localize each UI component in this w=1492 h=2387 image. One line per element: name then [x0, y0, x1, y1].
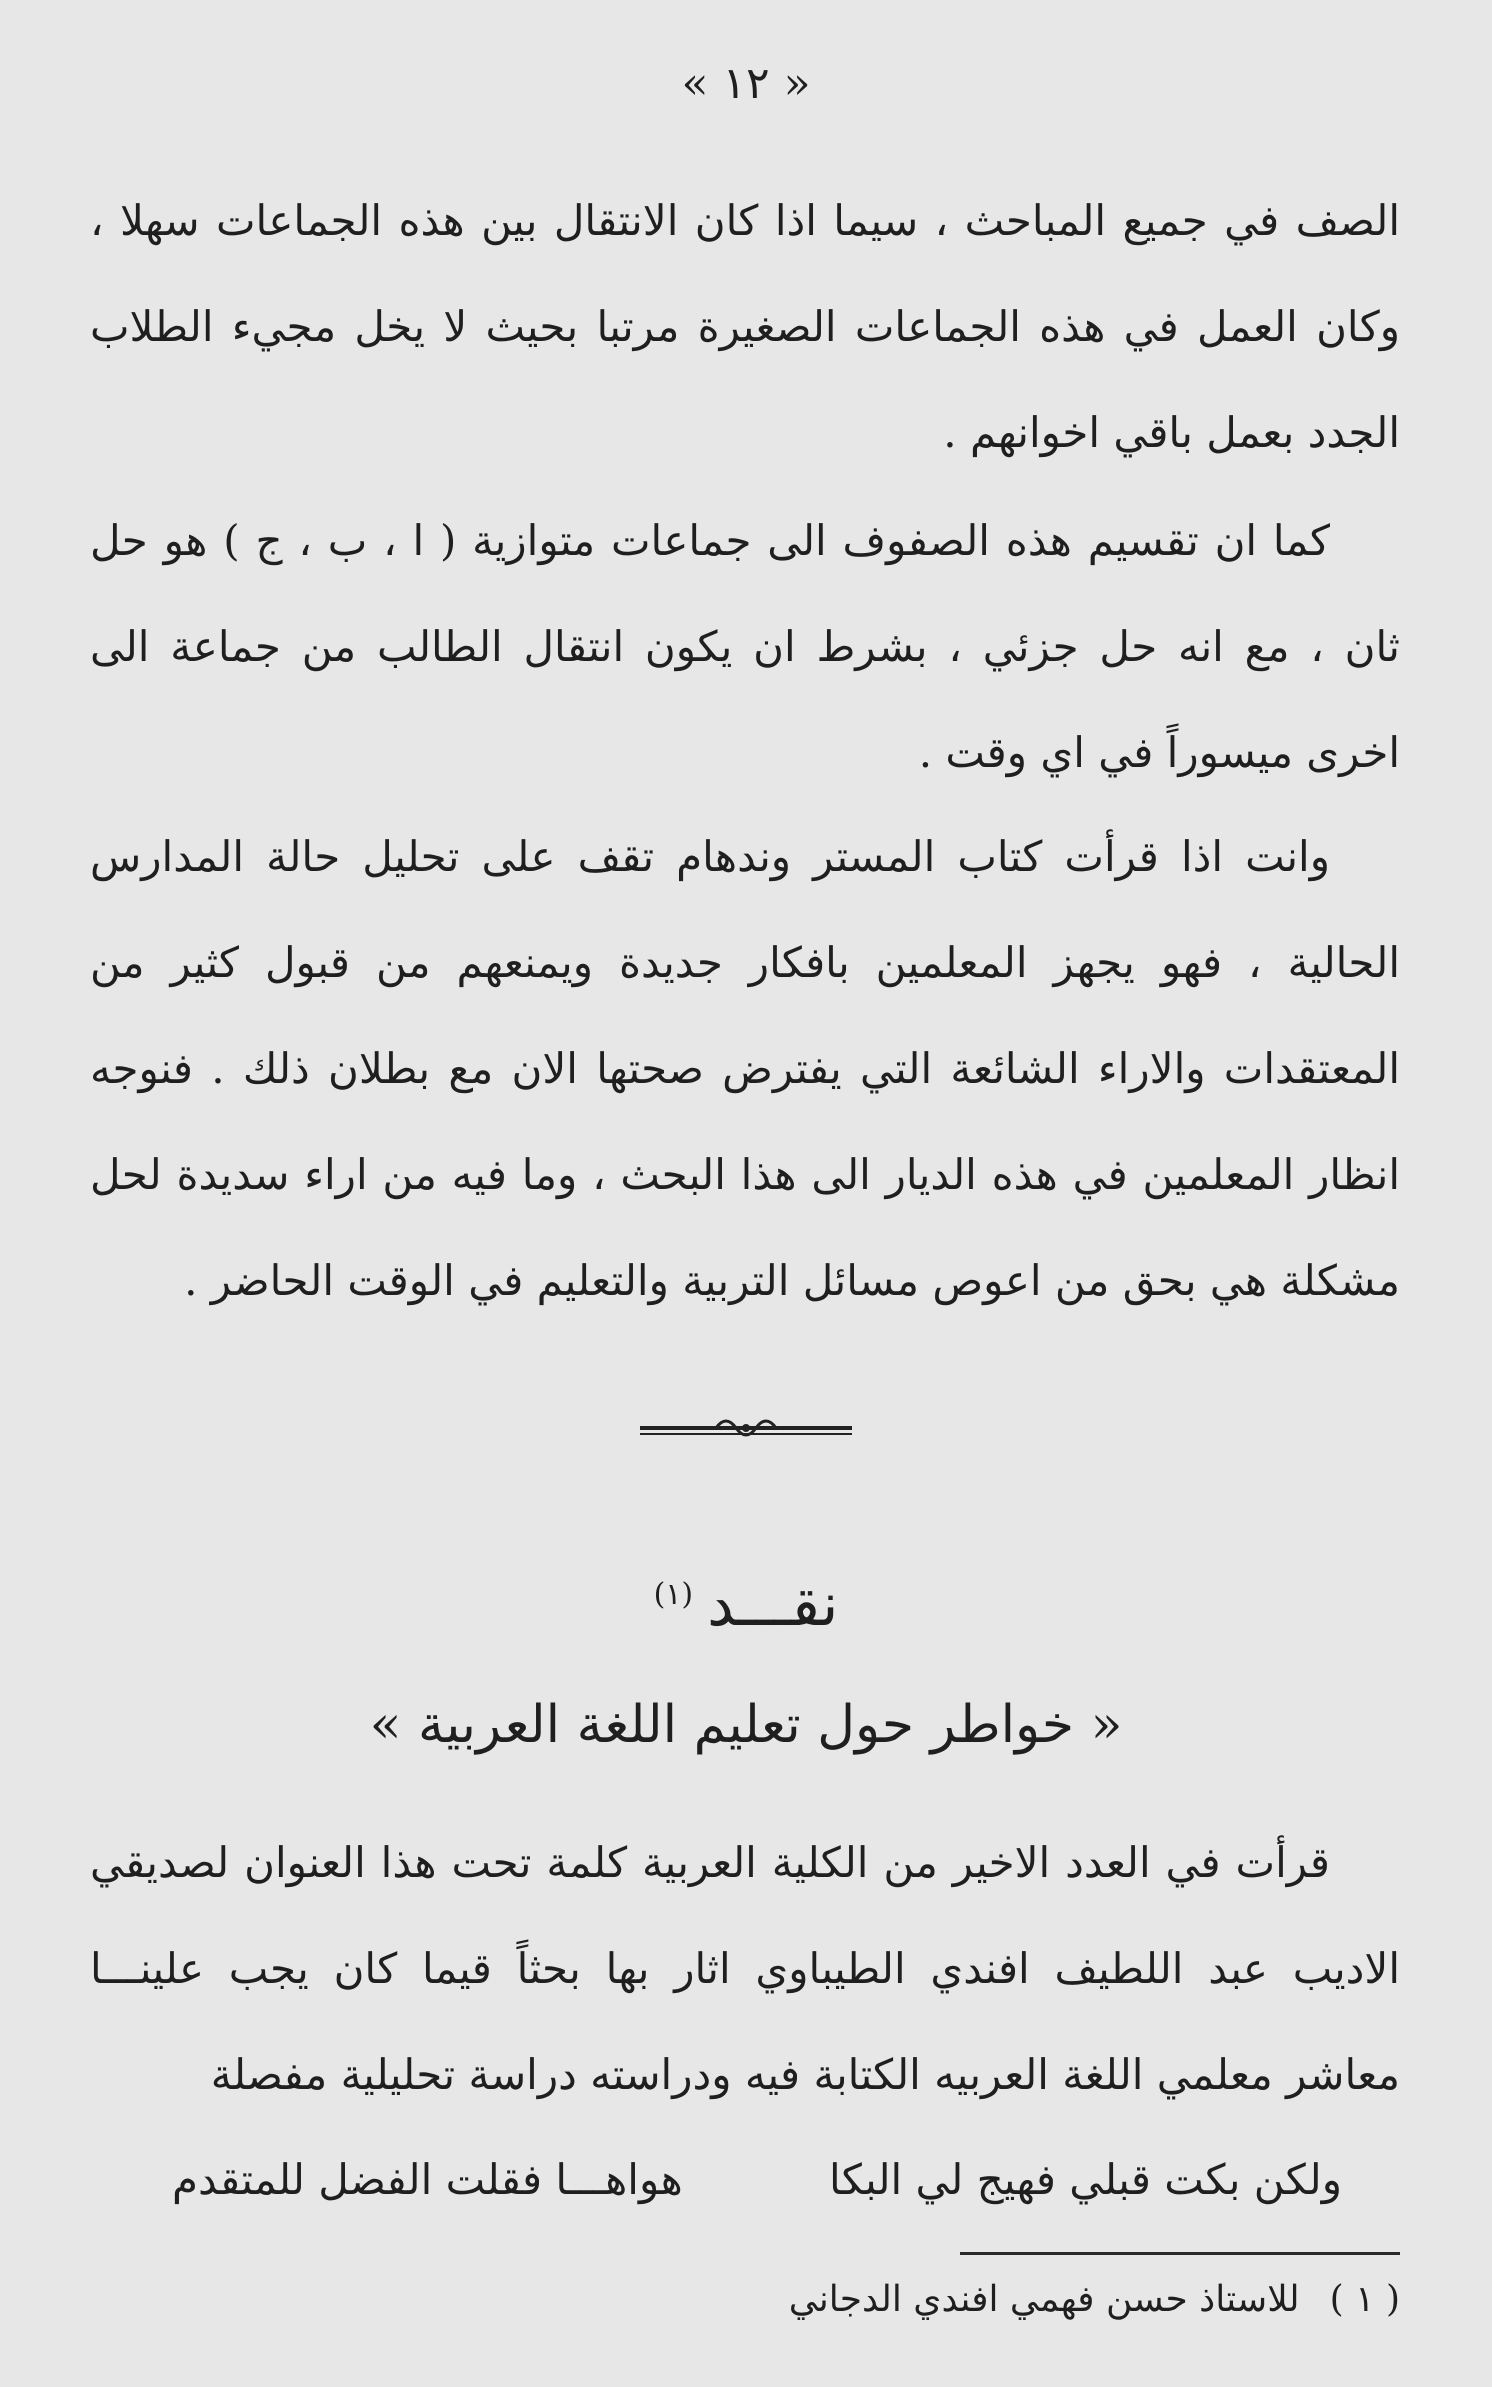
ornament-divider-icon [636, 1408, 856, 1448]
section-subtitle: « خواطر حول تعليم اللغة العربية » [369, 1695, 1123, 1755]
paragraph-3-text: وانت اذا قرأت كتاب المستر وندهام تقف على تحليل حالة المدارس الحالية ، فهو يجهز المعلمين بافكار جديدة ويمنعهم من قبول كثير من المعتقدات والاراء الشائعة التي يفترض صحتها الان مع بطلان ذلك . فنوجه انظار المعلمين في هذه الديار الى هذا البحث ، وما فيه من اراء سديدة لحل مشكلة هي بحق من اعوص مسائل التربية والتعليم في الوقت الحاضر . [90, 832, 1400, 1305]
footnote-divider [960, 2252, 1400, 2255]
paragraph-4-text: قرأت في العدد الاخير من الكلية العربية كلمة تحت هذا العنوان لصديقي الاديب عبد اللطيف افندي الطيباوي اثار بها بحثاً قيما كان يجب علينـــا معاشر معلمي اللغة العربيه الكتابة فيه ودراسته دراسة تحليلية مفصلة [90, 1838, 1400, 2099]
paragraph-2-text: كما ان تقسيم هذه الصفوف الى جماعات متوازية ( ا ، ب ، ج ) هو حل ثان ، مع انه حل جزئي ، بشرط ان يكون انتقال الطالب من جماعة الى اخرى ميسوراً في اي وقت . [90, 516, 1400, 777]
paragraph-4 [90, 1810, 1400, 2128]
footnote [789, 2270, 1400, 2330]
page-number: « ١٢ » [681, 58, 811, 109]
paragraph-1: الصف في جميع المباحث ، سيما اذا كان الانتقال بين هذه الجماعات سهلا ، وكان العمل في هذه الجماعات الصغيرة مرتبا بحيث لا يخل مجيء الطلاب الجدد بعمل باقي اخوانهم . [90, 196, 1401, 457]
verse-hemistich-2: هواهـــا فقلت الفضل للمتقدم [172, 2155, 683, 2204]
verse-hemistich-1: ولكن بكت قبلي فهيج لي البكا [829, 2155, 1342, 2204]
section-title-text: نقـــد [707, 1570, 839, 1640]
footnote-number: ( ١ ) [1329, 2279, 1400, 2320]
section-title [0, 1555, 1492, 1645]
paragraph-2 [90, 488, 1400, 806]
paragraph-3 [90, 804, 1400, 1334]
footnote-marker: (١) [653, 1577, 694, 1612]
poetry-verse [172, 2140, 1342, 2220]
footnote-text: للاستاذ حسن فهمي افندي الدجاني [788, 2279, 1300, 2320]
